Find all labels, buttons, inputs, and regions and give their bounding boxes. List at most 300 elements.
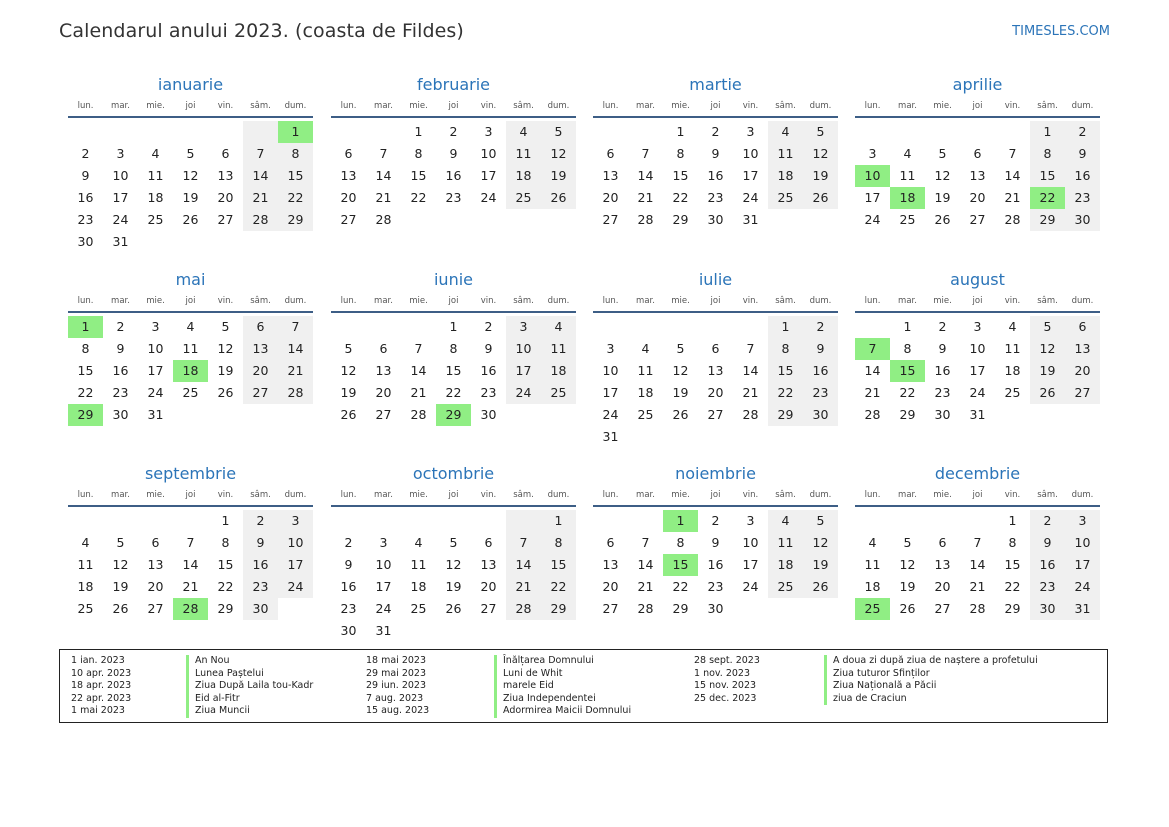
weekday-label: mie. <box>409 101 428 111</box>
day-cell: 6 <box>938 535 947 550</box>
week-row <box>855 121 1100 143</box>
empty-cell <box>1065 404 1100 426</box>
weekday-label: joi <box>448 101 459 111</box>
week-row <box>593 554 838 576</box>
empty-cell <box>628 510 663 532</box>
day-cell: 29 <box>899 407 916 422</box>
week-row <box>593 165 838 187</box>
empty-cell <box>401 316 436 338</box>
day-cell: 21 <box>969 579 986 594</box>
day-cell: 8 <box>1030 143 1065 165</box>
day-cell: 1 <box>541 510 576 532</box>
weekday-label: mie. <box>933 490 952 500</box>
weekday-label: mar. <box>898 101 917 111</box>
weekday-label: vin. <box>1004 296 1021 306</box>
day-cell: 10 <box>375 557 392 572</box>
weekday-header <box>855 487 1100 503</box>
day-cell: 12 <box>934 168 951 183</box>
month-august <box>855 267 1100 426</box>
day-cell: 4 <box>868 535 877 550</box>
empty-cell <box>331 510 366 532</box>
legend-date: 15 aug. 2023 <box>366 705 430 717</box>
day-cell: 18 <box>506 165 541 187</box>
day-cell: 29 <box>1004 601 1021 616</box>
day-cell: 19 <box>112 579 129 594</box>
day-cell: 3 <box>506 316 541 338</box>
empty-cell <box>541 404 576 426</box>
weekday-header <box>593 293 838 309</box>
weekday-label: dum. <box>284 101 307 111</box>
day-cell: 28 <box>864 407 881 422</box>
weekday-label: dum. <box>1071 490 1094 500</box>
day-cell: 12 <box>899 557 916 572</box>
day-cell: 27 <box>934 601 951 616</box>
weekday-label: mie. <box>671 296 690 306</box>
empty-cell <box>593 121 628 143</box>
day-cell: 4 <box>414 535 423 550</box>
legend-date: 1 nov. 2023 <box>694 667 750 679</box>
day-cell: 18 <box>147 190 164 205</box>
empty-cell <box>541 620 576 642</box>
day-cell: 19 <box>899 579 916 594</box>
day-cell: 19 <box>541 165 576 187</box>
day-cell: 19 <box>340 385 357 400</box>
day-cell: 6 <box>344 146 353 161</box>
day-cell: 22 <box>768 382 803 404</box>
legend-holiday-name: ziua de Craciun <box>824 693 1038 706</box>
legend-holiday-name: A doua zi după ziua de naștere a profetului <box>824 655 1038 668</box>
weekday-label: mie. <box>671 490 690 500</box>
header-divider <box>593 311 838 313</box>
empty-cell <box>68 121 103 143</box>
day-cell: 3 <box>151 319 160 334</box>
week-row <box>68 532 313 554</box>
day-cell: 10 <box>742 535 759 550</box>
weekday-header <box>68 98 313 114</box>
day-cell: 1 <box>768 316 803 338</box>
empty-cell <box>733 598 768 620</box>
day-cell: 4 <box>903 146 912 161</box>
day-cell: 21 <box>506 576 541 598</box>
week-row <box>855 360 1100 382</box>
weekday-label: dum. <box>284 490 307 500</box>
day-cell: 28 <box>1004 212 1021 227</box>
day-cell: 6 <box>606 535 615 550</box>
weekday-label: mar. <box>898 296 917 306</box>
day-cell: 12 <box>1030 338 1065 360</box>
day-cell: 1 <box>903 319 912 334</box>
week-row <box>331 510 576 532</box>
day-cell: 9 <box>81 168 90 183</box>
day-cell: 31 <box>375 623 392 638</box>
empty-cell <box>103 510 138 532</box>
empty-cell <box>173 121 208 143</box>
empty-cell <box>68 510 103 532</box>
day-cell: 26 <box>541 187 576 209</box>
day-cell: 16 <box>1065 165 1100 187</box>
day-cell: 17 <box>1065 554 1100 576</box>
weekday-label: mie. <box>671 101 690 111</box>
weekday-label: lun. <box>340 296 357 306</box>
week-row <box>68 404 313 426</box>
day-cell: 30 <box>340 623 357 638</box>
day-cell: 15 <box>1030 165 1065 187</box>
day-cell: 9 <box>243 532 278 554</box>
day-cell: 14 <box>637 168 654 183</box>
weekday-label: vin. <box>1004 490 1021 500</box>
empty-cell <box>698 316 733 338</box>
empty-cell <box>366 510 401 532</box>
day-cell: 4 <box>768 510 803 532</box>
day-cell: 27 <box>147 601 164 616</box>
day-cell: 9 <box>344 557 353 572</box>
day-cell: 8 <box>278 143 313 165</box>
day-cell: 6 <box>973 146 982 161</box>
weekday-label: dum. <box>809 101 832 111</box>
legend-dates-column <box>71 655 131 718</box>
day-cell: 14 <box>243 165 278 187</box>
day-cell: 26 <box>934 212 951 227</box>
day-cell: 16 <box>340 579 357 594</box>
day-cell: 30 <box>1030 598 1065 620</box>
day-cell: 12 <box>541 143 576 165</box>
empty-cell <box>208 121 243 143</box>
day-cell: 21 <box>1004 190 1021 205</box>
day-cell: 10 <box>506 338 541 360</box>
weekday-label: joi <box>972 296 983 306</box>
day-cell: 4 <box>1008 319 1017 334</box>
day-cell: 8 <box>768 338 803 360</box>
day-cell: 21 <box>637 190 654 205</box>
day-cell: 6 <box>606 146 615 161</box>
weekday-label: sâm. <box>513 490 534 500</box>
day-cell: 27 <box>480 601 497 616</box>
legend-date: 28 sept. 2023 <box>694 655 760 666</box>
weekday-label: dum. <box>809 490 832 500</box>
day-cell: 13 <box>375 363 392 378</box>
day-cell: 8 <box>676 146 685 161</box>
empty-cell <box>401 510 436 532</box>
empty-cell <box>436 510 471 532</box>
day-cell: 28 <box>410 407 427 422</box>
empty-cell <box>855 510 890 532</box>
day-cell: 6 <box>484 535 493 550</box>
day-cell: 2 <box>484 319 493 334</box>
day-cell: 27 <box>602 212 619 227</box>
week-row <box>593 382 838 404</box>
day-cell: 2 <box>711 513 720 528</box>
day-cell: 5 <box>541 121 576 143</box>
week-row <box>331 554 576 576</box>
day-cell: 2 <box>449 124 458 139</box>
day-cell: 13 <box>602 557 619 572</box>
weekday-label: mar. <box>636 296 655 306</box>
week-row <box>331 209 576 231</box>
week-row <box>68 143 313 165</box>
week-row <box>331 338 576 360</box>
weekday-label: sâm. <box>250 490 271 500</box>
day-cell: 23 <box>1030 576 1065 598</box>
day-cell: 26 <box>340 407 357 422</box>
empty-cell <box>506 404 541 426</box>
day-cell: 2 <box>711 124 720 139</box>
day-cell: 11 <box>1004 341 1021 356</box>
day-cell: 13 <box>707 363 724 378</box>
day-cell: 21 <box>182 579 199 594</box>
day-cell: 23 <box>480 385 497 400</box>
holiday-day-cell: 1 <box>68 316 103 338</box>
day-cell: 27 <box>969 212 986 227</box>
day-cell: 8 <box>414 146 423 161</box>
day-cell: 5 <box>803 510 838 532</box>
weekday-label: vin. <box>742 296 759 306</box>
day-cell: 5 <box>676 341 685 356</box>
month-octombrie <box>331 461 576 642</box>
day-cell: 6 <box>711 341 720 356</box>
weekday-label: dum. <box>547 490 570 500</box>
day-cell: 20 <box>934 579 951 594</box>
legend-names-column <box>494 655 631 718</box>
day-cell: 31 <box>112 234 129 249</box>
empty-cell <box>436 620 471 642</box>
day-cell: 1 <box>1008 513 1017 528</box>
day-cell: 24 <box>375 601 392 616</box>
holiday-day-cell: 29 <box>436 404 471 426</box>
week-row <box>68 598 313 620</box>
day-cell: 28 <box>637 601 654 616</box>
day-cell: 24 <box>1065 576 1100 598</box>
day-cell: 20 <box>375 385 392 400</box>
empty-cell <box>366 316 401 338</box>
day-cell: 14 <box>969 557 986 572</box>
day-cell: 7 <box>973 535 982 550</box>
legend-names-column <box>186 655 313 718</box>
day-cell: 7 <box>186 535 195 550</box>
month-septembrie <box>68 461 313 620</box>
day-cell: 7 <box>641 535 650 550</box>
legend-date: 22 apr. 2023 <box>71 692 132 704</box>
day-cell: 3 <box>746 513 755 528</box>
empty-cell <box>436 209 471 231</box>
day-cell: 27 <box>340 212 357 227</box>
day-cell: 28 <box>375 212 392 227</box>
weekday-label: sâm. <box>1037 101 1058 111</box>
day-cell: 5 <box>116 535 125 550</box>
week-row <box>331 143 576 165</box>
day-cell: 5 <box>1030 316 1065 338</box>
empty-cell <box>506 620 541 642</box>
day-cell: 1 <box>676 124 685 139</box>
empty-cell <box>278 404 313 426</box>
legend-holiday-name: Ziua Independentei <box>494 693 631 706</box>
legend-holiday-name: Eid al-Fitr <box>186 693 313 706</box>
day-cell: 25 <box>899 212 916 227</box>
day-cell: 30 <box>112 407 129 422</box>
day-cell: 20 <box>147 579 164 594</box>
day-cell: 21 <box>864 385 881 400</box>
day-cell: 27 <box>243 382 278 404</box>
day-cell: 15 <box>217 557 234 572</box>
month-name: mai <box>175 270 206 289</box>
week-row <box>331 360 576 382</box>
week-row <box>331 598 576 620</box>
month-martie <box>593 72 838 231</box>
day-cell: 30 <box>480 407 497 422</box>
weekday-label: sâm. <box>513 101 534 111</box>
weekday-label: lun. <box>77 296 94 306</box>
day-cell: 24 <box>147 385 164 400</box>
day-cell: 11 <box>864 557 881 572</box>
day-cell: 9 <box>711 535 720 550</box>
day-cell: 9 <box>803 338 838 360</box>
week-row <box>68 209 313 231</box>
day-cell: 16 <box>934 363 951 378</box>
month-name: ianuarie <box>157 75 224 94</box>
week-row <box>331 187 576 209</box>
holiday-day-cell: 1 <box>663 510 698 532</box>
header-divider <box>593 505 838 507</box>
day-cell: 20 <box>243 360 278 382</box>
legend-date: 7 aug. 2023 <box>366 692 424 704</box>
week-row <box>855 532 1100 554</box>
day-cell: 7 <box>379 146 388 161</box>
day-cell: 19 <box>803 554 838 576</box>
day-cell: 24 <box>864 212 881 227</box>
holiday-day-cell: 18 <box>890 187 925 209</box>
day-cell: 11 <box>506 143 541 165</box>
empty-cell <box>173 510 208 532</box>
weekday-label: mar. <box>374 490 393 500</box>
weekday-header <box>855 293 1100 309</box>
day-cell: 23 <box>243 576 278 598</box>
day-cell: 12 <box>112 557 129 572</box>
week-row <box>855 187 1100 209</box>
week-row <box>855 554 1100 576</box>
weekday-label: lun. <box>77 101 94 111</box>
week-row <box>68 360 313 382</box>
day-cell: 8 <box>676 535 685 550</box>
week-row <box>68 576 313 598</box>
day-cell: 7 <box>1008 146 1017 161</box>
weekday-label: joi <box>710 101 721 111</box>
day-cell: 11 <box>768 143 803 165</box>
day-cell: 3 <box>868 146 877 161</box>
day-cell: 25 <box>77 601 94 616</box>
header-divider <box>855 311 1100 313</box>
weekday-label: sâm. <box>1037 490 1058 500</box>
day-cell: 12 <box>182 168 199 183</box>
day-cell: 3 <box>746 124 755 139</box>
day-cell: 29 <box>278 209 313 231</box>
empty-cell <box>925 121 960 143</box>
day-cell: 25 <box>768 187 803 209</box>
day-cell: 29 <box>541 598 576 620</box>
day-cell: 22 <box>672 579 689 594</box>
day-cell: 31 <box>1065 598 1100 620</box>
day-cell: 20 <box>969 190 986 205</box>
day-cell: 24 <box>742 579 759 594</box>
day-cell: 24 <box>506 382 541 404</box>
weekday-label: sâm. <box>775 296 796 306</box>
day-cell: 4 <box>81 535 90 550</box>
month-decembrie <box>855 461 1100 620</box>
day-cell: 9 <box>449 146 458 161</box>
day-cell: 24 <box>278 576 313 598</box>
brand-link[interactable]: TIMESLES.COM <box>1012 24 1110 39</box>
weekday-label: vin. <box>480 490 497 500</box>
day-cell: 15 <box>541 554 576 576</box>
week-row <box>855 576 1100 598</box>
empty-cell <box>855 316 890 338</box>
empty-cell <box>208 231 243 253</box>
legend-holiday-name: Lunea Paștelui <box>186 668 313 681</box>
empty-cell <box>173 231 208 253</box>
day-cell: 28 <box>742 407 759 422</box>
day-cell: 18 <box>768 165 803 187</box>
legend-holiday-name: Înălțarea Domnului <box>494 655 631 668</box>
weekday-label: mar. <box>636 490 655 500</box>
day-cell: 13 <box>1065 338 1100 360</box>
day-cell: 17 <box>375 579 392 594</box>
weekday-label: lun. <box>602 101 619 111</box>
week-row <box>855 316 1100 338</box>
day-cell: 26 <box>803 576 838 598</box>
weekday-label: dum. <box>547 101 570 111</box>
day-cell: 4 <box>186 319 195 334</box>
day-cell: 18 <box>77 579 94 594</box>
weekday-label: joi <box>710 490 721 500</box>
day-cell: 30 <box>803 404 838 426</box>
day-cell: 6 <box>243 316 278 338</box>
week-row <box>331 121 576 143</box>
day-cell: 22 <box>445 385 462 400</box>
legend-date: 29 mai 2023 <box>366 667 427 679</box>
day-cell: 9 <box>116 341 125 356</box>
holiday-day-cell: 22 <box>1030 187 1065 209</box>
week-row <box>593 598 838 620</box>
day-cell: 3 <box>278 510 313 532</box>
day-cell: 29 <box>1030 209 1065 231</box>
weekday-label: mar. <box>374 101 393 111</box>
weekday-label: mie. <box>146 296 165 306</box>
day-cell: 14 <box>637 557 654 572</box>
day-cell: 9 <box>1065 143 1100 165</box>
day-cell: 26 <box>899 601 916 616</box>
day-cell: 13 <box>217 168 234 183</box>
day-cell: 13 <box>243 338 278 360</box>
day-cell: 20 <box>602 579 619 594</box>
month-aprilie <box>855 72 1100 231</box>
day-cell: 10 <box>480 146 497 161</box>
day-cell: 10 <box>969 341 986 356</box>
weekday-label: lun. <box>602 490 619 500</box>
week-row <box>593 404 838 426</box>
day-cell: 7 <box>414 341 423 356</box>
day-cell: 21 <box>243 187 278 209</box>
empty-cell <box>733 316 768 338</box>
day-cell: 21 <box>278 360 313 382</box>
day-cell: 15 <box>672 168 689 183</box>
holiday-day-cell: 1 <box>278 121 313 143</box>
holiday-day-cell: 7 <box>855 338 890 360</box>
empty-cell <box>401 620 436 642</box>
day-cell: 15 <box>1004 557 1021 572</box>
empty-cell <box>401 209 436 231</box>
day-cell: 5 <box>344 341 353 356</box>
week-row <box>593 510 838 532</box>
weekday-label: mar. <box>111 296 130 306</box>
weekday-label: vin. <box>742 490 759 500</box>
